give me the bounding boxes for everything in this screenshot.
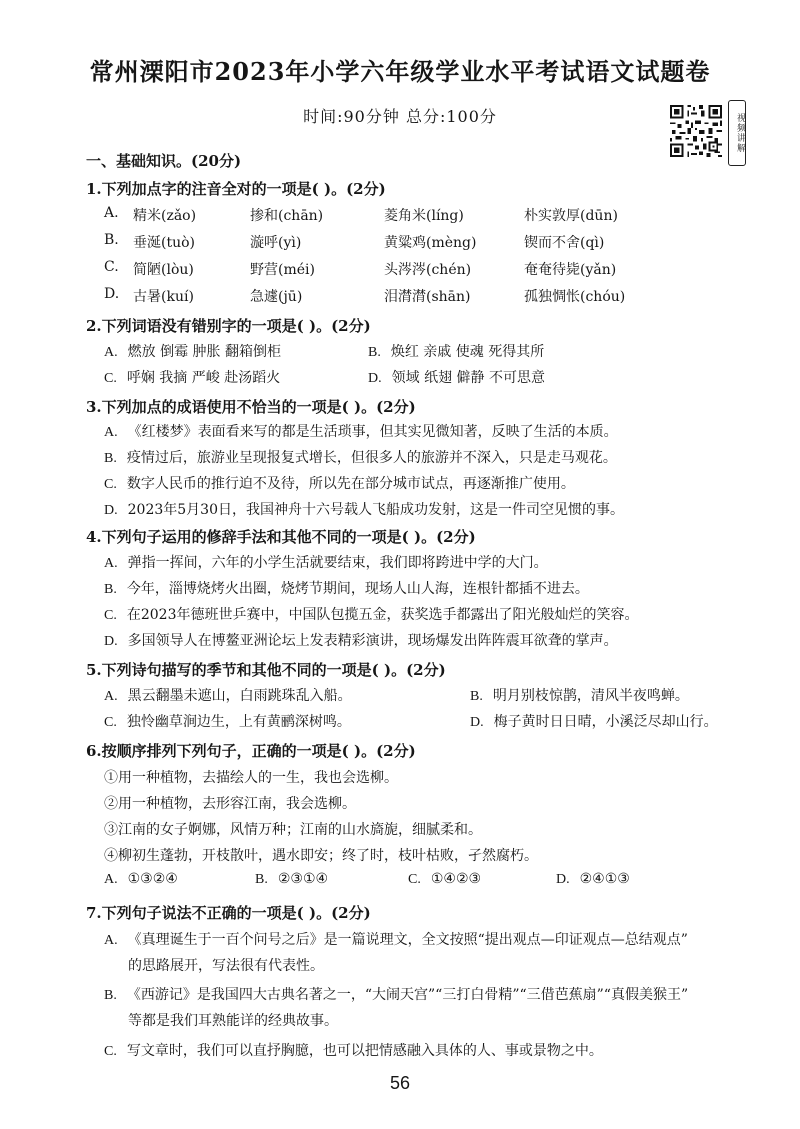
option-item: 孤独惆怅(chóu) [524, 289, 626, 305]
option-label: A. [104, 425, 118, 440]
option-text: 《真理诞生于一百个问号之后》是一篇说理文，全文按照“提出观点—印证观点—总结观点” [127, 932, 688, 948]
exam-title: 常州溧阳市2023年小学六年级学业水平考试语文试题卷 [89, 57, 711, 86]
option-text: 独怜幽草涧边生，上有黄鹂深树鸣。 [126, 714, 351, 730]
qr-code-icon[interactable] [668, 100, 724, 162]
question-4-option-a[interactable] [104, 552, 548, 572]
question-2-stem: 2.下列词语没有错别字的一项是( )。(2分) [86, 317, 371, 335]
question-4-option-d[interactable] [104, 630, 618, 650]
option-text: ②③①④ [277, 871, 329, 887]
question-1-stem: 1.下列加点字的注音全对的一项是( )。(2分) [86, 180, 386, 198]
question-2-option-c[interactable] [104, 367, 280, 387]
option-text: ②④①③ [579, 871, 630, 887]
question-6-option-a[interactable] [104, 871, 178, 888]
question-5-option-a[interactable] [104, 685, 352, 705]
question-5-option-b[interactable] [470, 685, 689, 705]
question-3-option-a[interactable] [104, 421, 618, 441]
option-item: 精米(zǎo) [133, 208, 197, 224]
question-6-stem: 6.按顺序排列下列句子，正确的一项是( )。(2分) [86, 742, 416, 760]
option-text-continued: 的思路展开，写法很有代表性。 [128, 958, 324, 974]
option-label[interactable]: C. [104, 259, 119, 275]
option-label: B. [368, 345, 381, 360]
question-2-option-b[interactable] [368, 341, 544, 361]
question-7-stem: 7.下列句子说法不正确的一项是( )。(2分) [86, 904, 371, 922]
option-text: 焕红 亲戚 使魂 死得其所 [390, 344, 545, 360]
option-text: 弹指一挥间，六年的小学生活就要结束，我们即将跨进中学的大门。 [127, 555, 548, 571]
option-item: 锲而不舍(qì) [524, 235, 605, 251]
option-label: D. [368, 371, 382, 386]
sentence-item: ①用一种植物，去描绘人的一生，我也会选柳。 [104, 770, 398, 786]
option-text: 今年，淄博烧烤火出圈，烧烤节期间，现场人山人海，连根针都插不进去。 [126, 581, 589, 597]
exam-subtitle: 时间:90分钟 总分:100分 [303, 107, 497, 126]
question-3-stem: 3.下列加点的成语使用不恰当的一项是( )。(2分) [86, 398, 416, 416]
question-2-option-a[interactable] [104, 341, 281, 361]
option-item: 奄奄待毙(yǎn) [524, 262, 617, 278]
qr-code-block[interactable] [668, 100, 746, 166]
option-text: 黑云翻墨未遮山，白雨跳珠乱入船。 [127, 688, 352, 704]
option-label[interactable]: A. [104, 205, 119, 221]
option-text-continued: 等都是我们耳熟能详的经典故事。 [128, 1013, 338, 1029]
question-3-option-b[interactable] [104, 447, 617, 467]
option-text: 呼娴 我摘 严峻 赴汤蹈火 [126, 370, 281, 386]
option-text: 在2023年德班世乒赛中，中国队包揽五金，获奖选手都露出了阳光般灿烂的笑容。 [126, 607, 639, 623]
option-text: ①④②③ [430, 871, 482, 887]
qr-label: 视频讲解 [728, 100, 746, 166]
option-item: 野营(méi) [250, 262, 315, 278]
question-6-option-c[interactable] [408, 871, 481, 888]
option-item: 头涔涔(chén) [384, 262, 472, 278]
option-label: C. [104, 371, 117, 386]
question-2-option-d[interactable] [368, 367, 545, 387]
question-6-option-d[interactable] [556, 871, 630, 888]
option-label: A. [104, 872, 118, 887]
option-text: 领域 纸翅 僻静 不可思意 [391, 370, 545, 386]
option-label[interactable]: B. [104, 232, 119, 248]
option-item: 掺和(chān) [250, 208, 324, 224]
option-text: 疫情过后，旅游业呈现报复式增长，但很多人的旅游并不深入，只是走马观花。 [126, 450, 617, 466]
option-text: 燃放 倒霉 肿胀 翻箱倒柜 [127, 344, 281, 360]
option-label: B. [104, 582, 117, 597]
option-text: 梅子黄时日日晴，小溪泛尽却山行。 [493, 714, 718, 730]
option-label: D. [104, 634, 118, 649]
option-label: A. [104, 345, 118, 360]
option-label: C. [104, 477, 117, 492]
option-item: 漩呼(yì) [250, 235, 302, 251]
option-item: 黄粱鸡(mèng) [384, 235, 477, 251]
option-item: 急遽(jū) [250, 289, 303, 305]
option-text: 多国领导人在博鳌亚洲论坛上发表精彩演讲，现场爆发出阵阵震耳欲聋的掌声。 [127, 633, 618, 649]
question-5-option-c[interactable] [104, 711, 351, 731]
question-6-option-b[interactable] [255, 871, 328, 888]
option-label: C. [104, 608, 117, 623]
option-text: 2023年5月30日，我国神舟十六号载人飞船成功发射，这是一件司空见惯的事。 [127, 502, 624, 518]
option-label[interactable]: D. [104, 286, 120, 302]
option-label: C. [408, 872, 421, 887]
page-number: 56 [389, 1073, 411, 1093]
question-3-option-c[interactable] [104, 473, 575, 493]
sentence-item: ②用一种植物，去形容江南，我会选柳。 [104, 796, 356, 812]
option-item: 古暑(kuí) [133, 289, 194, 305]
question-4-stem: 4.下列句子运用的修辞手法和其他不同的一项是( )。(2分) [86, 528, 476, 546]
option-label: B. [104, 451, 117, 466]
section-title: 一、基础知识。(20分) [86, 152, 242, 170]
option-text: 《西游记》是我国四大古典名著之一，“大闹天宫”“三打白骨精”“三借芭蕉扇”“真假美猴王” [126, 987, 689, 1003]
option-label: B. [104, 988, 117, 1003]
sentence-item: ④柳初生蓬勃，开枝散叶，遇水即安；终了时，枝叶枯败，孑然腐朽。 [104, 848, 538, 864]
option-text: 《红楼梦》表面看来写的都是生活琐事，但其实见微知著，反映了生活的本质。 [127, 424, 618, 440]
option-label: A. [104, 689, 118, 704]
option-label: A. [104, 556, 118, 571]
question-5-stem: 5.下列诗句描写的季节和其他不同的一项是( )。(2分) [86, 661, 446, 679]
option-label: C. [104, 715, 117, 730]
option-label: D. [470, 715, 484, 730]
question-3-option-d[interactable] [104, 499, 624, 519]
option-text: 明月别枝惊鹊，清风半夜鸣蝉。 [492, 688, 689, 704]
option-label: C. [104, 1044, 117, 1059]
option-label: D. [556, 872, 570, 887]
question-7-option-c[interactable] [104, 1040, 603, 1060]
question-4-option-b[interactable] [104, 578, 589, 598]
option-label: A. [104, 933, 118, 948]
option-item: 垂涎(tuò) [133, 235, 195, 251]
option-text: 写文章时，我们可以直抒胸臆，也可以把情感融入具体的人、事或景物之中。 [126, 1043, 603, 1059]
option-label: D. [104, 503, 118, 518]
option-text: 数字人民币的推行迫不及待，所以先在部分城市试点，再逐渐推广使用。 [126, 476, 575, 492]
option-item: 朴实敦厚(dūn) [524, 208, 618, 224]
option-label: B. [255, 872, 268, 887]
option-item: 菱角米(líng) [384, 208, 464, 224]
option-item: 泪潸潸(shān) [384, 289, 471, 305]
sentence-item: ③江南的女子婀娜，风情万种；江南的山水旖旎，细腻柔和。 [104, 822, 482, 838]
question-7-option-b[interactable] [104, 984, 688, 1004]
question-5-option-d[interactable] [470, 711, 718, 731]
option-text: ①③②④ [127, 871, 178, 887]
option-label: B. [470, 689, 483, 704]
option-item: 简陋(lòu) [133, 262, 194, 278]
question-7-option-a[interactable] [104, 929, 688, 949]
question-4-option-c[interactable] [104, 604, 638, 624]
